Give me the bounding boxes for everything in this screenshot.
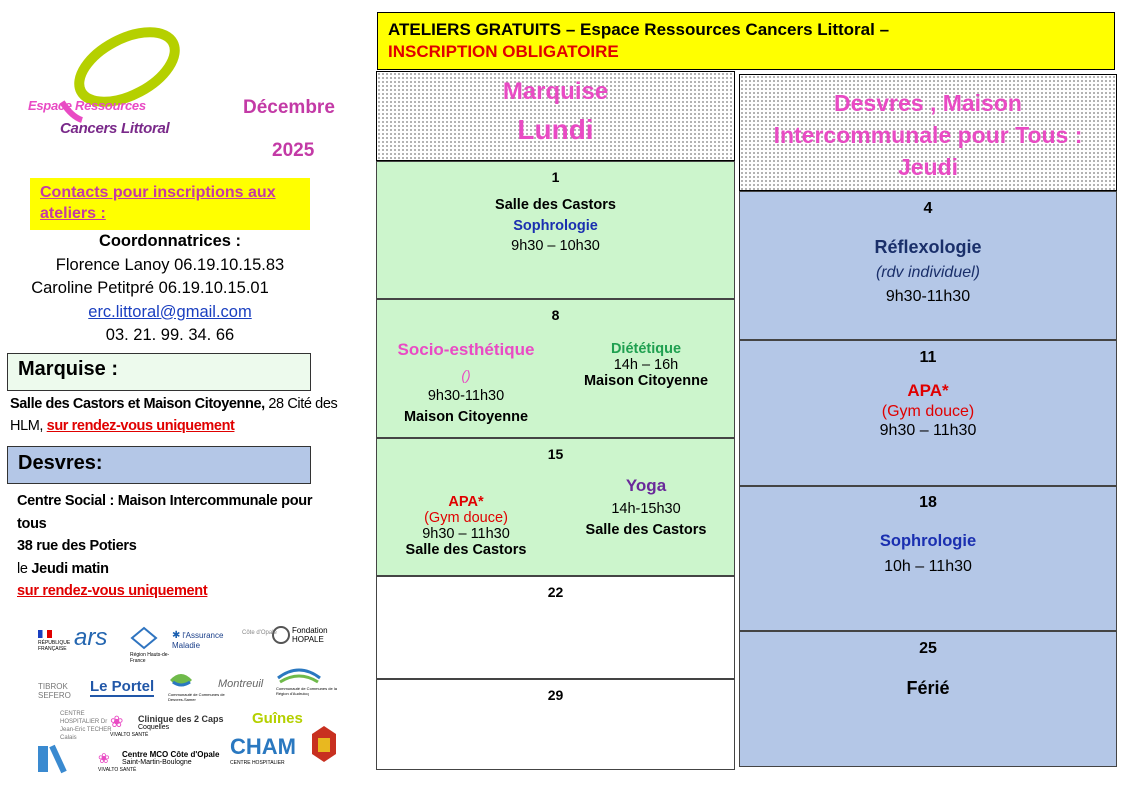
cc-desvres-icon (168, 668, 194, 690)
region-icon (130, 626, 158, 650)
activity: APA* (907, 381, 949, 400)
cham-text: CHAM (230, 734, 296, 759)
desvres-header-title: Desvres , Maison Intercommunale pour Tous : Jeudi (773, 90, 1083, 180)
cham-logo (230, 734, 310, 766)
marquise-row-15 (376, 438, 735, 576)
ch-calais-logo: CENTRE HOSPITALIER Dr Jean-Eric TECHER Calais (60, 711, 112, 741)
left-slot (377, 494, 555, 558)
banner-line1: ATELIERS GRATUITS – Espace Ressources Cancers Littoral – (388, 20, 890, 39)
marquise-address-rest: 28 Cité des HLM, (10, 396, 338, 434)
coordinators-label: Coordonnatrices : (98, 232, 242, 250)
marquise-address (10, 393, 355, 437)
marquise-row-8 (376, 299, 735, 438)
desvres-title: Desvres: (18, 452, 103, 474)
desvres-line3-bold: Jeudi matin (31, 560, 109, 577)
assurance-logo (172, 630, 240, 650)
fondation-logo (272, 626, 342, 644)
saint-martin-text: Saint-Martin-Boulogne (122, 759, 192, 766)
centre-mco-text: Centre MCO Côte d'Opale (122, 750, 220, 759)
note: () (461, 367, 471, 383)
contacts-title-box (30, 178, 310, 230)
vivalto-icon-1: ❀ (110, 714, 124, 731)
marquise-box (7, 353, 311, 391)
day-number: 25 (919, 640, 937, 657)
day-number: 11 (919, 349, 937, 366)
montreuil-logo: Montreuil (218, 678, 264, 690)
fondation-text: Fondation HOPALE (291, 626, 328, 644)
cham-sub-text: CENTRE HOSPITALIER (230, 760, 285, 766)
place: Maison Citoyenne (583, 373, 709, 389)
desvres-line3 (17, 558, 317, 581)
logo-text-line2: Cancers Littoral (60, 120, 170, 137)
time: 10h – 11h30 (884, 558, 972, 575)
activity: Sophrologie (879, 532, 977, 550)
desvres-rdv: sur rendez-vous uniquement (17, 583, 208, 599)
vivalto-text-2: VIVALTO SANTÉ (98, 767, 137, 773)
activity: Diététique (610, 341, 682, 357)
header-banner (377, 12, 1115, 70)
republique-logo (38, 630, 71, 652)
ars-logo: ars (74, 624, 108, 651)
cc-region-text: Communauté de Communes de la Région d'Audruicq (276, 686, 337, 696)
marquise-header-day: Lundi (517, 114, 594, 145)
leportel-logo: Le Portel (90, 678, 155, 695)
day-number: 15 (547, 446, 564, 462)
marquise-row-29 (376, 679, 735, 770)
desvres-row-18 (739, 486, 1117, 631)
region-text: Région Hauts-de-France (130, 652, 170, 664)
coquelles-text: Coquelles (138, 724, 170, 731)
tibrok-logo: TIBROK SEFERO (38, 682, 71, 700)
cc-region-icon (276, 664, 322, 684)
desvres-row-11 (739, 340, 1117, 486)
email-link[interactable]: erc.littoral@gmail.com (88, 302, 252, 321)
month-label: Décembre (243, 97, 335, 118)
fondation-icon (272, 626, 290, 644)
note: (Gym douce) (881, 403, 975, 420)
marquise-title: Marquise : (18, 358, 119, 380)
time: 9h30 – 10h30 (511, 238, 600, 254)
desvres-box (7, 446, 311, 484)
time: 14h – 16h (613, 357, 679, 373)
coordinator-1: Florence Lanoy 06.19.10.15.83 (55, 255, 285, 274)
left-slot (377, 340, 555, 425)
right-slot (557, 341, 735, 389)
right-slot (557, 476, 735, 538)
republique-text: RÉPUBLIQUE FRANÇAISE (38, 640, 71, 652)
hv-logo (34, 742, 68, 776)
desvres-line2: 38 rue des Potiers (17, 538, 137, 554)
time: 14h-15h30 (611, 501, 681, 517)
assurance-icon: ✱ (172, 630, 181, 641)
time: 9h30-11h30 (885, 288, 971, 305)
marquise-row-1 (376, 161, 735, 299)
logo (22, 22, 197, 142)
marquise-address-bold: Salle des Castors et Maison Citoyenne, (10, 396, 265, 412)
clinique-text: Clinique des 2 Caps (138, 714, 224, 724)
activity: Réflexologie (874, 237, 982, 257)
activity: Yoga (625, 476, 667, 495)
activity: Férié (906, 678, 950, 698)
desvres-row-4 (739, 191, 1117, 340)
day-number: 1 (551, 169, 560, 185)
place: Salle des Castors (495, 197, 616, 213)
desvres-line3-prefix: le (17, 560, 32, 577)
note: (Gym douce) (424, 510, 508, 526)
cc-region-logo (276, 664, 346, 696)
note: (rdv individuel) (875, 264, 981, 281)
marquise-row-22 (376, 576, 735, 679)
desvres-row-25 (739, 631, 1117, 767)
guines-logo: Guînes (252, 710, 303, 727)
marquise-header (376, 71, 735, 161)
time: 9h30-11h30 (427, 388, 505, 404)
partner-logos (30, 622, 360, 787)
place: Maison Citoyenne (403, 409, 529, 425)
coordinator-2: Caroline Petitpré 06.19.10.15.01 (31, 279, 269, 297)
clinique-logo (138, 714, 238, 731)
activity: Socio-esthétique (397, 340, 535, 359)
marquise-rdv: sur rendez-vous uniquement (46, 418, 235, 434)
cc-desvres-text: Communauté de Communes de Desvres-Samer (168, 692, 225, 702)
year-label: 2025 (272, 140, 315, 161)
day-number: 22 (547, 584, 564, 600)
flag-icon (38, 630, 52, 638)
banner-line2: INSCRIPTION OBLIGATOIRE (388, 42, 619, 61)
logo-text-line1: Espace Ressources (28, 98, 146, 113)
phone-number: 03. 21. 99. 34. 66 (105, 326, 235, 344)
region-logo (130, 626, 170, 664)
day-number: 8 (551, 307, 560, 323)
cote-logo: Côte d'Opale (242, 630, 277, 636)
day-number: 4 (923, 200, 933, 217)
vivalto-icon-2: ❀ (98, 750, 110, 766)
place: Salle des Castors (405, 542, 527, 558)
time: 9h30 – 11h30 (422, 526, 510, 542)
centre-mco-logo (122, 750, 232, 766)
vivalto-text-1: VIVALTO SANTÉ (110, 732, 149, 738)
marquise-header-title: Marquise (502, 78, 609, 105)
desvres-line1: Centre Social : Maison Intercommunale pour tous (17, 493, 313, 532)
place: Salle des Castors (585, 522, 707, 538)
day-number: 18 (919, 494, 937, 511)
activity: Sophrologie (513, 218, 598, 234)
day-number: 29 (547, 687, 564, 703)
activity: APA* (448, 494, 484, 510)
coordinators-block (10, 230, 330, 348)
contacts-title: Contacts pour inscriptions aux ateliers : (40, 184, 276, 222)
crest-icon (310, 724, 338, 764)
desvres-address (17, 490, 317, 603)
desvres-header (739, 74, 1117, 191)
time: 9h30 – 11h30 (879, 422, 977, 439)
assurance-text: l'Assurance Maladie (172, 631, 224, 650)
